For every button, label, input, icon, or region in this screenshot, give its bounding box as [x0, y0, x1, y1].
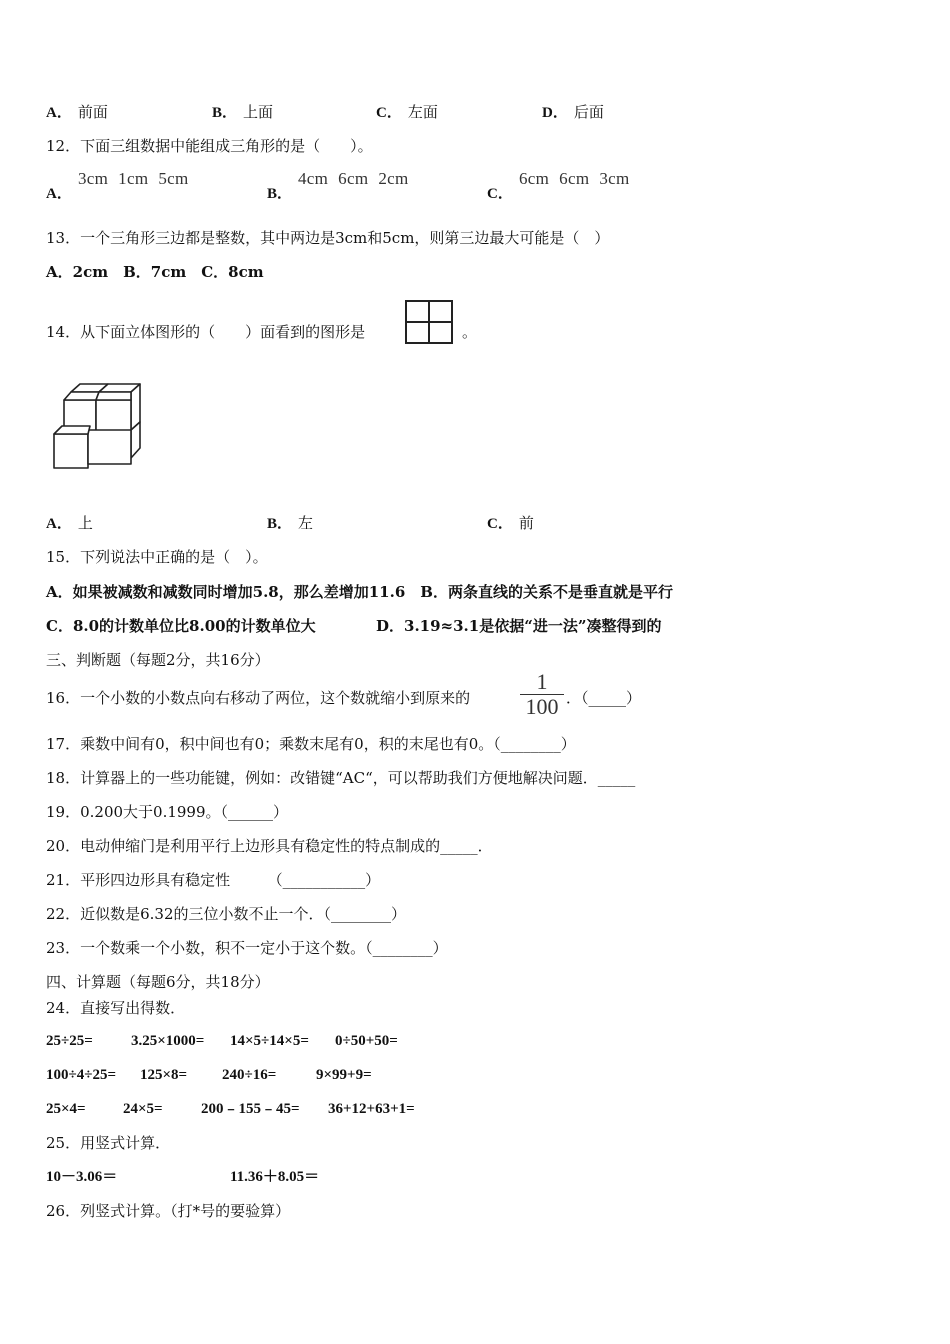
q14-stem-end: 。: [462, 323, 478, 341]
calc-r1-c2: 3.25×1000=: [131, 1033, 205, 1049]
calc-r3-c4: 36+12+63+1=: [328, 1101, 415, 1117]
q25-item-1: 10－3.06＝: [46, 1169, 118, 1185]
calc-r2-c4: 9×99+9=: [316, 1067, 372, 1083]
q13-stem: 13．一个三角形三边都是整数，其中两边是3cm和5cm，则第三边最大可能是（ ）: [46, 229, 610, 247]
q14-option-a: A． 上: [46, 514, 93, 532]
calc-r1-c4: 0÷50+50=: [335, 1033, 398, 1049]
q24-stem: 24．直接写出得数．: [46, 999, 186, 1017]
q26-stem: 26．列竖式计算。（打*号的要验算）: [46, 1202, 291, 1220]
q14-stem-text: 14．从下面立体图形的（ ）面看到的图形是: [46, 323, 366, 341]
q16-stem: 16．一个小数的小数点向右移动了两位，这个数就缩小到原来的: [46, 689, 471, 707]
section4-heading: 四、计算题（每题6分，共18分）: [46, 973, 270, 991]
q15-stem: 15．下列说法中正确的是（ ）。: [46, 548, 268, 566]
q14-stem: [46, 322, 365, 342]
q17: 17．乘数中间有0，积中间也有0；乘数末尾有0，积的末尾也有0。（________）: [46, 735, 576, 753]
q14-option-b: B． 左: [267, 514, 314, 532]
fraction-1-100: $\frac{1}{100}$: [520, 671, 564, 718]
q12-stem: 12．下面三组数据中能组成三角形的是（ ）。: [46, 137, 373, 155]
calc-r2-c1: 100÷4÷25=: [46, 1067, 117, 1083]
calc-r1-c1: 25÷25=: [46, 1033, 93, 1049]
q11-option-c: C． 左面: [376, 103, 438, 121]
q12-option-c-key: C．: [487, 186, 513, 202]
q11-option-d: D． 后面: [542, 103, 604, 121]
q12-option-b-sides: 4cm 6cm 2cm: [298, 169, 409, 188]
q15-option-d: D．3.19≈3.1是依据“进一法”凑整得到的: [376, 617, 662, 635]
q12-option-c-sides: 6cm 6cm 3cm: [519, 169, 630, 188]
q19: 19．0.200大于0.1999。（______）: [46, 803, 289, 821]
q20: 20．电动伸缩门是利用平行上边形具有稳定性的特点制成的_____．: [46, 837, 493, 855]
q12-option-a-key: A．: [46, 186, 72, 202]
section3-heading: 三、判断题（每题2分，共16分）: [46, 651, 270, 669]
q16-blank: ．（_____）: [566, 689, 642, 707]
q15-options-line1: A．如果被减数和减数同时增加5.8，那么差增加11.6 B．两条直线的关系不是垂直就是平行: [46, 583, 673, 601]
cube-stack-figure: [50, 382, 146, 472]
q13-options: A．2cm B．7cm C．8cm: [46, 263, 264, 281]
q25-item-2: 11.36＋8.05＝: [230, 1169, 320, 1185]
q12-option-a-sides: 3cm 1cm 5cm: [78, 169, 189, 188]
view-figure-2x2-grid: [405, 300, 453, 344]
calc-r3-c1: 25×4=: [46, 1101, 86, 1117]
q12-option-b-key: B．: [267, 186, 293, 202]
q11-option-b: B． 上面: [212, 103, 274, 121]
calc-r2-c2: 125×8=: [140, 1067, 188, 1083]
calc-r2-c3: 240÷16=: [222, 1067, 277, 1083]
q21: 21．平形四边形具有稳定性 （___________）: [46, 871, 381, 889]
q18: 18．计算器上的一些功能键，例如：改错键“AC“，可以帮助我们方便地解决问题．_____: [46, 769, 636, 787]
q14-option-c: C． 前: [487, 514, 534, 532]
q15-option-c: C．8.0的计数单位比8.00的计数单位大: [46, 617, 316, 635]
q23: 23．一个数乘一个小数，积不一定小于这个数。（________）: [46, 939, 448, 957]
calc-r1-c3: 14×5÷14×5=: [230, 1033, 309, 1049]
calc-r3-c2: 24×5=: [123, 1101, 163, 1117]
q11-option-a: A． 前面: [46, 103, 108, 121]
q22: 22．近似数是6.32的三位小数不止一个．（________）: [46, 905, 406, 923]
q25-stem: 25．用竖式计算．: [46, 1134, 171, 1152]
calc-r3-c3: 200﹣155﹣45=: [201, 1101, 300, 1117]
